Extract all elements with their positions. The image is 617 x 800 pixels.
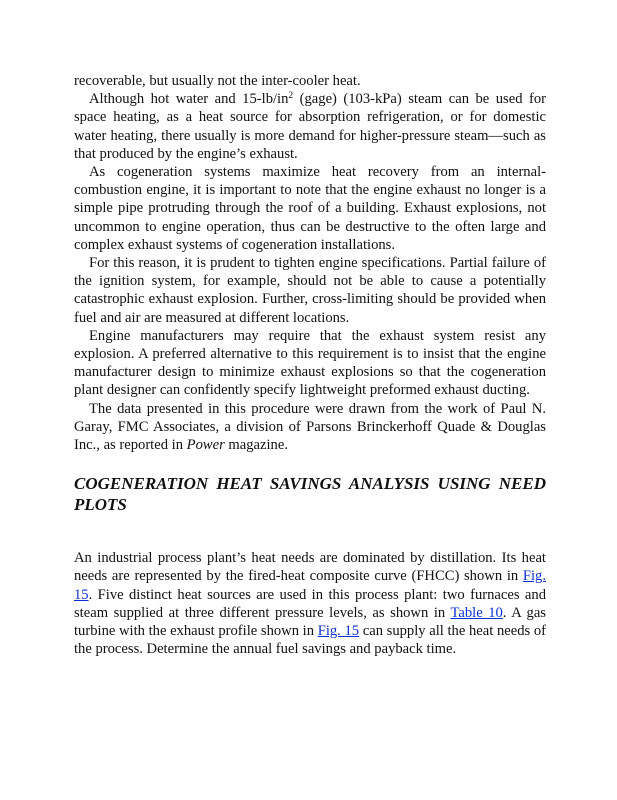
paragraph-text: can supply all the heat needs of the process. Determine the annual fuel savings and payback time. xyxy=(74,623,546,658)
table-10-link[interactable]: Table 10 xyxy=(450,604,503,621)
paragraph-text: magazine. xyxy=(224,437,288,454)
section-heading: COGENERATION HEAT SAVINGS ANALYSIS USING NEED PLOTS xyxy=(74,474,546,515)
paragraph-continued xyxy=(74,72,546,90)
paragraph-data-source xyxy=(74,400,546,455)
paragraph-engine-specifications xyxy=(74,254,546,327)
magazine-title: Power xyxy=(186,437,225,454)
superscript: 2 xyxy=(288,91,294,102)
paragraph-text: recoverable, but usually not the inter-cooler heat. xyxy=(74,73,361,89)
paragraph-text: Engine manufacturers may require that the exhaust system resist any explosion. A preferred alternative to this requirement is to insist that the engine manufacturer design to minimize exhaust explosions so that the cogeneration plant designer can confidently specify lightweight preformed exhaust ducting. xyxy=(74,327,546,399)
paragraph-text: An industrial process plant’s heat needs are dominated by distillation. Its heat needs are represented by the fired-heat composite curve (FHCC) shown in xyxy=(74,550,546,585)
document-page xyxy=(74,72,546,658)
paragraph-problem-statement xyxy=(74,549,546,658)
paragraph-text: As cogeneration systems maximize heat recovery from an internal-combustion engine, it is important to note that the engine exhaust no longer is a simple pipe protruding through the roof of a building. Exhaust explosions, not uncommon to engine operation, thus can be destructive to the often large and complex exhaust systems of cogeneration installations. xyxy=(74,164,546,253)
paragraph-text: Although hot water and 15-lb/in xyxy=(89,91,289,108)
paragraph-steam-uses xyxy=(74,90,546,163)
paragraph-text: The data presented in this procedure were drawn from the work of Paul N. Garay, FMC Associates, a division of Parsons Brinckerhoff Quade & Douglas Inc., as reported in xyxy=(74,400,546,454)
paragraph-text: (gage) (103-kPa) steam can be used for space heating, as a heat source for absorption refrigeration, or for domestic water heating, there usually is more demand for higher-pressure steam—such as that produced by the engine’s exhaust. xyxy=(74,91,546,162)
paragraph-text: . Five distinct heat sources are used in this process plant: two furnaces and steam supplied at three different pressure levels, as shown in xyxy=(74,586,546,621)
paragraph-text: . A gas turbine with the exhaust profile shown in xyxy=(74,604,546,640)
paragraph-exhaust-explosions xyxy=(74,163,546,254)
paragraph-text: For this reason, it is prudent to tighten engine specifications. Partial failure of the ignition system, for example, should not be able to cause a potentially catastrophic exhaust explosion. Further, cross-limiting should be provided when fuel and air are measured at different locations. xyxy=(74,255,546,326)
figure-15-link[interactable]: Fig. 15 xyxy=(74,568,546,603)
figure-15-link-second[interactable]: Fig. 15 xyxy=(317,623,360,640)
paragraph-manufacturer-requirements xyxy=(74,327,546,400)
